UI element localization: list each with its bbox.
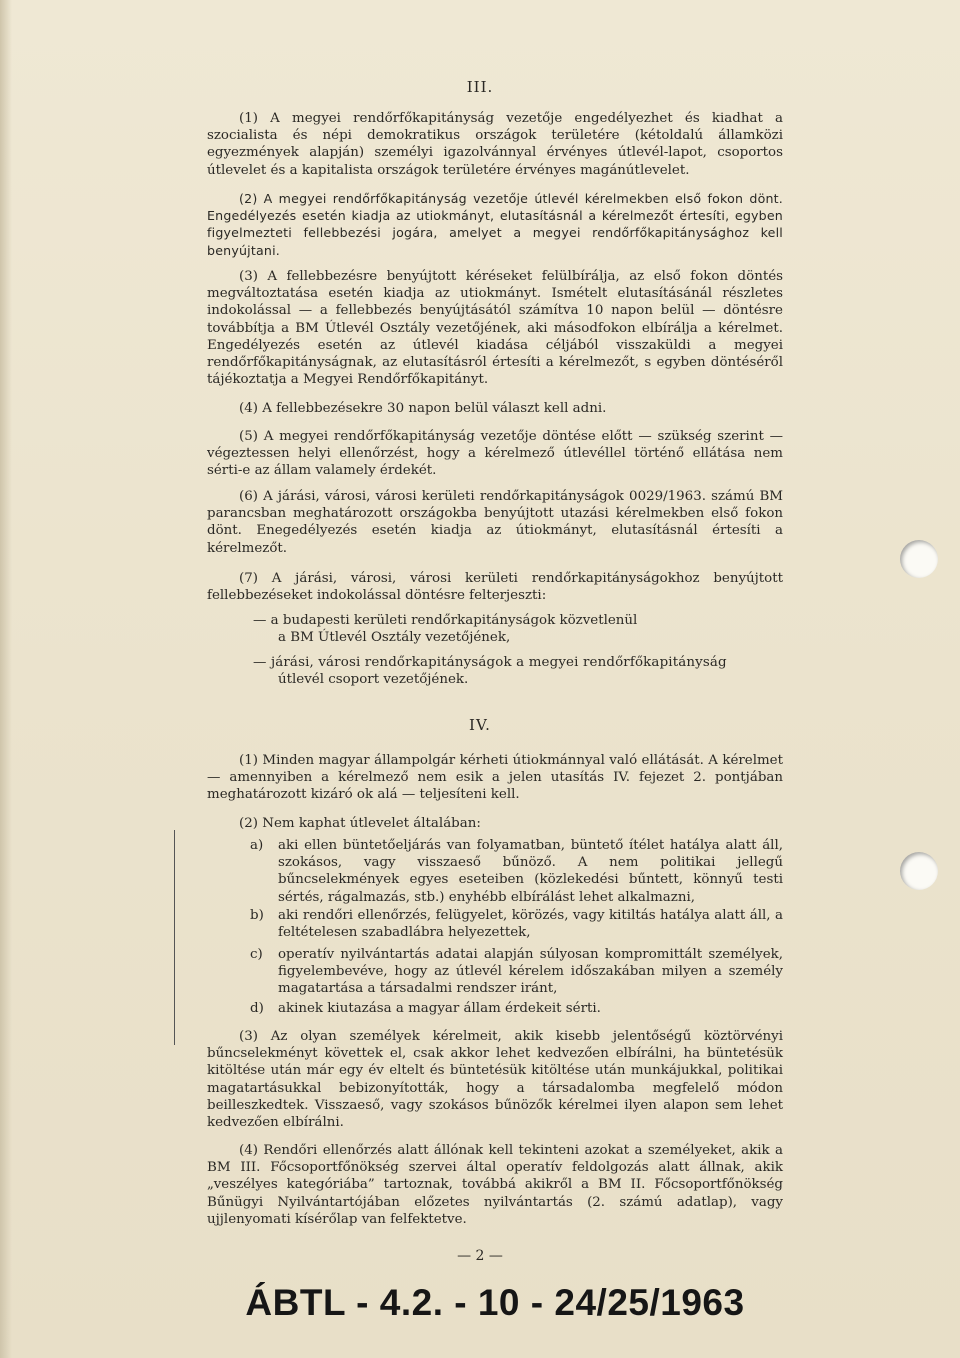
punch-hole-lower bbox=[900, 852, 938, 890]
paragraph-text: (4) A fellebbezésekre 30 napon belül választ kell adni. bbox=[239, 401, 607, 416]
section-heading-iv: IV. bbox=[469, 716, 491, 734]
paragraph-text: (1) Minden magyar állampolgár kérheti útiokmánnyal való ellátását. A kérelmet — amennyiben a kérelmező nem esik a jelen utasítás IV. fejezet 2. pontjában meghatározott kizáró ok alá — teljesíteni kell. bbox=[207, 753, 783, 803]
paragraph-iii-4 bbox=[207, 400, 783, 417]
page-number: — 2 — bbox=[457, 1248, 503, 1264]
paragraph-iii-6 bbox=[207, 488, 783, 557]
page-edge-shadow bbox=[0, 0, 12, 1358]
paragraph-iv-3 bbox=[207, 1028, 783, 1131]
list-item-label: a) bbox=[250, 838, 264, 853]
list-item-label: b) bbox=[250, 908, 264, 923]
paragraph-iv-1 bbox=[207, 752, 783, 804]
list-item-c bbox=[250, 946, 783, 998]
dash-item-1 bbox=[253, 612, 783, 646]
list-item-text: akinek kiutazása a magyar állam érdekeit sérti. bbox=[278, 1001, 601, 1016]
paragraph-text: (1) A megyei rendőrfőkapitányság vezetője engedélyezhet és kiadhat a szocialista és népi demokratikus országok területére (kétoldalú államközi egyezmények alapján) személyi igazolvánnyal érvényes útlevél-lapot, csoportos útlevelet és a kapitalista országok területére érvényes magánútlevelet. bbox=[207, 111, 783, 178]
list-item-label: c) bbox=[250, 947, 263, 962]
dash-item-2 bbox=[253, 654, 813, 688]
paragraph-iv-4 bbox=[207, 1142, 783, 1228]
paragraph-text: (4) Rendőri ellenőrzés alatt állónak kell tekinteni azokat a személyeket, akik a BM III. Főcsoportfőnökség szervei által operatív feldolgozás alatt állnak, akik „veszélyes kategóriába” tartoznak, továbbá akikről a BM II. Főcsoportfőnökség Bűnügyi Nyilvántartójában előzetes nyilvántartás (2. számú adatlap), vagy ujjlenyomati kísérőlap van felfektetve. bbox=[207, 1143, 783, 1227]
paragraph-iv-2 bbox=[207, 815, 783, 832]
paragraph-iii-2 bbox=[207, 190, 783, 259]
dash-item-line: útlevél csoport vezetőjének. bbox=[278, 672, 469, 688]
dash-item-line: a BM Útlevél Osztály vezetőjének, bbox=[278, 630, 511, 646]
paragraph-iii-3 bbox=[207, 268, 783, 388]
paragraph-iii-5 bbox=[207, 428, 783, 480]
paragraph-iii-7 bbox=[207, 570, 783, 604]
paragraph-text: (5) A megyei rendőrfőkapitányság vezetője döntése előtt — szükség szerint — végeztessen helyi ellenőrzést, hogy a kérelmező útlevéllel történő ellátása nem sérti-e az állam valamely érdekét. bbox=[207, 429, 783, 479]
list-item-text: aki rendőri ellenőrzés, felügyelet, körözés, vagy kitiltás hatálya alatt áll, a feltételesen szabadlábra helyezettek, bbox=[278, 908, 783, 941]
paragraph-text: (3) Az olyan személyek kérelmeit, akik kisebb jelentőségű köztörvényi bűncselekményt követtek el, csak akkor lehet kedvezően elbírálni, ha büntetésük kitöltése után már egy év eltelt és büntetésük kitöltése után munkájukkal, politikai magatartásukkal bebizonyították, hogy a társadalomba megfelelő módon beilleszkedtek. Visszaeső, vagy szokásos bűnözők kérelmei ilyen alapon sem lehet kedvezően elbírálni. bbox=[207, 1029, 783, 1131]
dash-item-line: — a budapesti kerületi rendőrkapitányságok közvetlenül bbox=[253, 613, 638, 628]
list-item-text: operatív nyilvántartás adatai alapján súlyosan kompromittált személyek, figyelembevéve, hogy az útlevél kérelem időszakában milyen a személy magatartása a társadalmi rendszer iránt, bbox=[278, 947, 783, 997]
paragraph-text: (2) A megyei rendőrfőkapitányság vezetője útlevél kérelmekben első fokon dönt. Engedélyezés esetén kiadja az utiokmányt, elutasításnál a kérelmezőt értesíti, egyben figyelmezteti fellebbezési jogára, amelyet a megyei rendőrfőkapitánysághoz kell benyújtani. bbox=[207, 191, 783, 258]
section-heading-iii: III. bbox=[466, 78, 494, 96]
punch-hole-upper bbox=[900, 540, 938, 578]
paragraph-text: (7) A járási, városi, városi kerületi rendőrkapitányságokhoz benyújtott fellebbezéseket indokolással döntésre felterjeszti: bbox=[207, 571, 783, 604]
archive-reference-footer: ÁBTL - 4.2. - 10 - 24/25/1963 bbox=[245, 1282, 745, 1323]
list-item-b bbox=[250, 907, 783, 943]
list-item-d bbox=[250, 1000, 783, 1018]
dash-item-line: — járási, városi rendőrkapitányságok a megyei rendőrfőkapitányság bbox=[253, 655, 727, 670]
paragraph-text: (3) A fellebbezésre benyújtott kéréseket felülbírálja, az első fokon döntés megváltoztatása esetén kiadja az utiokmányt. Ismételt elutasításánál részletes indokolással — a fellebbezés benyújtásától számítva 10 napon belül — döntésre továbbítja a BM Útlevél Osztály vezetőjének, aki másodfokon elbírálja a kérelmet. Engedélyezés esetén az útlevél kiadása céljából visszaküldi a megyei rendőrfőkapitányságnak, az elutasításról értesíti a kérelmezőt, s egyben döntéséről tájékoztatja a Megyei Rendőrfőkapitányt. bbox=[207, 269, 783, 388]
paragraph-text: (6) A járási, városi, városi kerületi rendőrkapitányságok 0029/1963. számú BM parancsban meghatározott országokba benyújtott utazási kérelmekben első fokon dönt. Enegedélyezés esetén kiadja az útiokmányt, elutasításnál értesíti a kérelmezőt. bbox=[207, 489, 783, 556]
paragraph-text: (2) Nem kaphat útlevelet általában: bbox=[239, 816, 481, 831]
paragraph-iii-1 bbox=[207, 110, 783, 179]
list-item-text: aki ellen büntetőeljárás van folyamatban, büntető ítélet hatálya alatt áll, szokásos, vagy visszaeső bűnöző. A nem politikai jellegű bűncselekmények egyes eseteiben (közlekedési bűntett, könnyű testi sértés, rágalmazás, stb.) enyhébb elbírálást lehet alkalmazni, bbox=[278, 838, 783, 905]
list-item-a bbox=[250, 837, 783, 905]
margin-mark-line bbox=[174, 830, 175, 1045]
list-item-label: d) bbox=[250, 1001, 264, 1016]
